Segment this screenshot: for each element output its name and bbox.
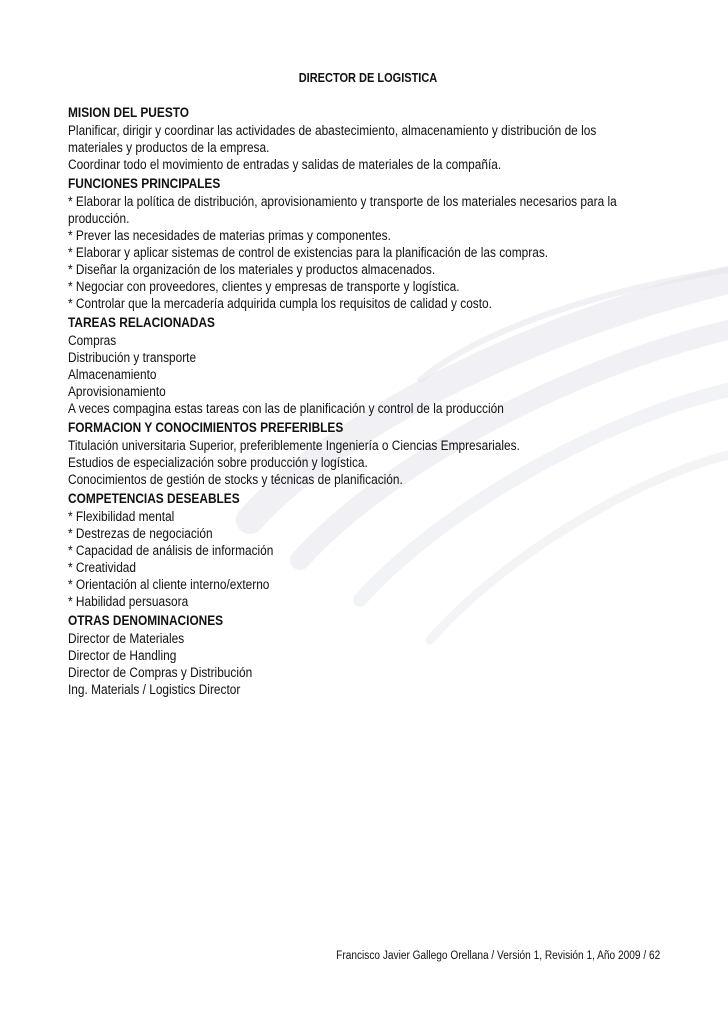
text-line: * Capacidad de análisis de información — [68, 543, 274, 558]
text-line: * Prever las necesidades de materias primas y componentes. — [68, 228, 391, 243]
text-line: Almacenamiento — [68, 367, 157, 382]
text-line: Compras — [68, 333, 117, 348]
text-line: Aprovisionamiento — [68, 384, 166, 399]
document-page — [68, 70, 668, 698]
section-heading: MISION DEL PUESTO — [68, 105, 190, 120]
section-denominaciones — [68, 612, 668, 698]
section-competencias — [68, 490, 668, 610]
text-line: * Orientación al cliente interno/externo — [68, 577, 270, 592]
text-line: A veces compagina estas tareas con las de planificación y control de la producción — [68, 401, 504, 416]
page-footer: Francisco Javier Gallego Orellana / Versión 1, Revisión 1, Año 2009 / 62 — [335, 950, 660, 962]
section-heading: OTRAS DENOMINACIONES — [68, 613, 224, 628]
text-line: * Creatividad — [68, 560, 137, 575]
text-line: materiales y productos de la empresa. — [68, 140, 270, 155]
text-line: producción. — [68, 211, 130, 226]
section-tareas — [68, 314, 668, 417]
section-heading: COMPETENCIAS DESEABLES — [68, 491, 240, 506]
text-line: * Controlar que la mercadería adquirida cumpla los requisitos de calidad y costo. — [68, 296, 492, 311]
text-line: Conocimientos de gestión de stocks y técnicas de planificación. — [68, 472, 403, 487]
section-mision — [68, 104, 668, 173]
text-line: * Negociar con proveedores, clientes y empresas de transporte y logística. — [68, 279, 460, 294]
section-heading: FORMACION Y CONOCIMIENTOS PREFERIBLES — [68, 420, 344, 435]
text-line: * Habilidad persuasora — [68, 594, 189, 609]
text-line: Planificar, dirigir y coordinar las actividades de abastecimiento, almacenamiento y distribución de los — [68, 123, 597, 138]
text-line: Titulación universitaria Superior, preferiblemente Ingeniería o Ciencias Empresariales. — [68, 438, 520, 453]
text-line: * Diseñar la organización de los materiales y productos almacenados. — [68, 262, 436, 277]
section-formacion — [68, 419, 668, 488]
text-line: Director de Materiales — [68, 631, 185, 646]
section-funciones — [68, 175, 668, 312]
document-title: DIRECTOR DE LOGISTICA — [298, 71, 438, 85]
text-line: * Flexibilidad mental — [68, 509, 175, 524]
section-heading: TAREAS RELACIONADAS — [68, 315, 215, 330]
text-line: Ing. Materials / Logistics Director — [68, 682, 241, 697]
text-line: * Destrezas de negociación — [68, 526, 213, 541]
text-line: Estudios de especialización sobre producción y logística. — [68, 455, 368, 470]
text-line: Director de Handling — [68, 648, 177, 663]
text-line: Director de Compras y Distribución — [68, 665, 253, 680]
section-heading: FUNCIONES PRINCIPALES — [68, 176, 221, 191]
text-line: Distribución y transporte — [68, 350, 197, 365]
text-line: * Elaborar y aplicar sistemas de control de existencias para la planificación de las compras. — [68, 245, 549, 260]
text-line: Coordinar todo el movimiento de entradas y salidas de materiales de la compañía. — [68, 157, 502, 172]
text-line: * Elaborar la política de distribución, aprovisionamiento y transporte de los materiales necesarios para la — [68, 194, 617, 209]
